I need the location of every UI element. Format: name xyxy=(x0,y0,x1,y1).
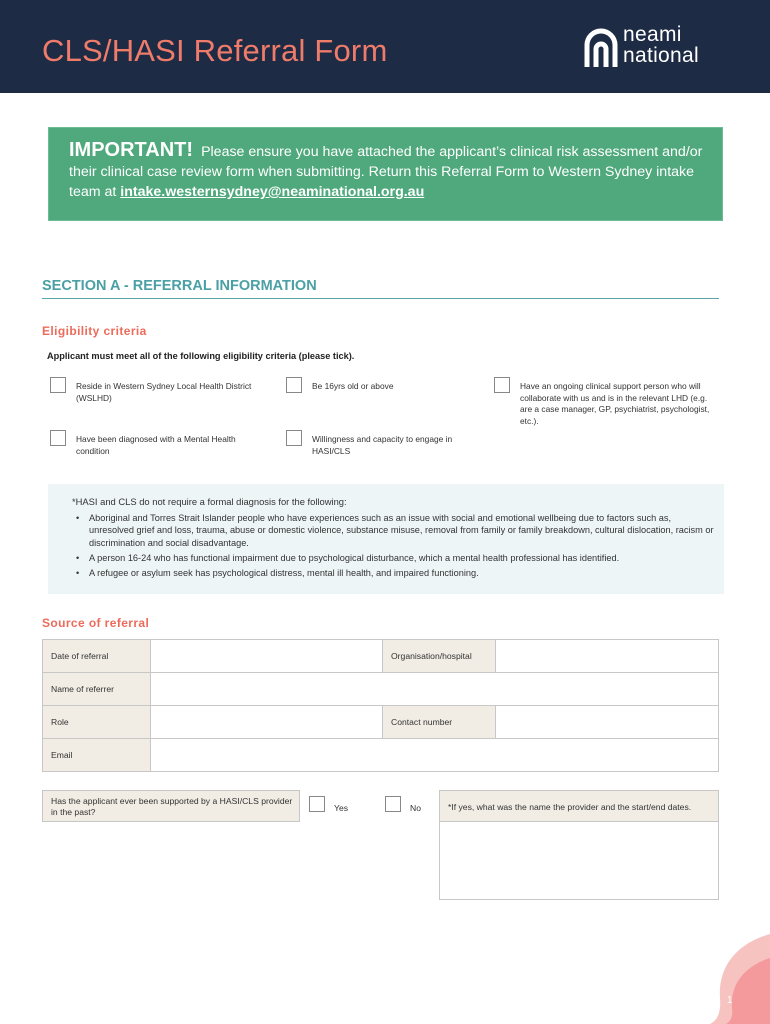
previous-support-no-checkbox[interactable] xyxy=(385,796,401,812)
notice-text xyxy=(69,140,709,202)
section-a-title: SECTION A - REFERRAL INFORMATION xyxy=(42,278,317,294)
list-item: • Aboriginal and Torres Strait Islander people who have experiences such as an issue with social and emotional wellbeing due to factors such as, unresolved grief and loss, trauma, abuse or domestic violence, substance misuse, removal from family or family breakdown, cultural dislocation, racism or discrimination and social disadvantage. xyxy=(76,513,714,548)
hasi-diagnosis-note xyxy=(48,484,724,594)
criteria-label-willingness: Willingness and capacity to engage in HASI/CLS xyxy=(312,434,453,456)
eligibility-instruction: Applicant must meet all of the following eligibility criteria (please tick). xyxy=(47,351,355,361)
bullet-icon: • xyxy=(76,552,80,563)
source-of-referral-title: Source of referral xyxy=(42,616,150,630)
if-yes-provider-field[interactable] xyxy=(439,822,719,900)
list-item: • A refugee or asylum seek has psychological distress, mental ill health, and impaired functioning. xyxy=(76,568,479,579)
logo-wordmark xyxy=(623,24,699,66)
name-of-referrer-field[interactable] xyxy=(151,673,719,706)
criteria-checkbox-age[interactable] xyxy=(286,377,302,393)
role-field[interactable] xyxy=(151,706,383,739)
criteria-checkbox-willingness[interactable] xyxy=(286,430,302,446)
neami-logo xyxy=(583,24,733,72)
organisation-label: Organisation/hospital xyxy=(383,640,496,673)
form-title: CLS/HASI Referral Form xyxy=(42,33,388,68)
bullet-icon: • xyxy=(76,513,80,523)
criteria-checkbox-clinical-support[interactable] xyxy=(494,377,510,393)
bullet-icon: • xyxy=(76,568,80,579)
email-field[interactable] xyxy=(151,739,719,772)
page-number: 1 xyxy=(727,995,733,1006)
hasi-note-heading: *HASI and CLS do not require a formal diagnosis for the following: xyxy=(72,496,347,507)
list-item: • A person 16-24 who has functional impairment due to psychological disturbance, which a mental health professional has identified. xyxy=(76,552,620,563)
table-row xyxy=(43,640,719,673)
date-of-referral-label: Date of referral xyxy=(43,640,151,673)
yes-label: Yes xyxy=(334,803,349,813)
organisation-field[interactable] xyxy=(496,640,719,673)
contact-number-field[interactable] xyxy=(496,706,719,739)
logo-line-2: national xyxy=(623,44,699,67)
criteria-label-age: Be 16yrs old or above xyxy=(312,381,394,391)
previous-support-yes-checkbox[interactable] xyxy=(309,796,325,812)
if-yes-provider-label: *If yes, what was the name the provider and the start/end dates. xyxy=(439,790,719,822)
hasi-note-list xyxy=(76,512,716,582)
page-header xyxy=(0,0,770,93)
no-label: No xyxy=(410,803,421,813)
table-row xyxy=(43,739,719,772)
criteria-label-clinical-support: Have an ongoing clinical support person who will collaborate with us and is in the relevant LHD (e.g. are a case manager, GP, psychiatrist, psychologist, etc.). xyxy=(520,381,710,426)
table-row xyxy=(43,706,719,739)
date-of-referral-field[interactable] xyxy=(151,640,383,673)
intake-email-link[interactable]: intake.westernsydney@neaminational.org.au xyxy=(120,184,425,200)
email-label: Email xyxy=(43,739,151,772)
notice-body: Please ensure you have attached the applicant’s clinical risk assessment and/or their clinical case review form when submitting. Return this Referral Form to Western Sydney intake team at xyxy=(69,144,703,200)
decorative-corner-shape xyxy=(660,920,770,1024)
role-label: Role xyxy=(43,706,151,739)
table-row xyxy=(43,673,719,706)
neami-logo-mark-icon xyxy=(583,27,619,69)
criteria-label-diagnosis: Have been diagnosed with a Mental Health condition xyxy=(76,434,236,456)
contact-number-label: Contact number xyxy=(383,706,496,739)
criteria-checkbox-wslhd[interactable] xyxy=(50,377,66,393)
criteria-label-wslhd: Reside in Western Sydney Local Health District (WSLHD) xyxy=(76,381,252,403)
name-of-referrer-label: Name of referrer xyxy=(43,673,151,706)
referral-source-table xyxy=(42,639,719,772)
eligibility-title: Eligibility criteria xyxy=(42,324,147,338)
important-notice xyxy=(48,127,723,221)
notice-heading: IMPORTANT! xyxy=(69,139,194,161)
previous-support-question: Has the applicant ever been supported by a HASI/CLS provider in the past? xyxy=(42,790,300,822)
logo-line-1: neami xyxy=(623,23,682,46)
criteria-checkbox-diagnosis[interactable] xyxy=(50,430,66,446)
section-divider xyxy=(42,298,719,299)
